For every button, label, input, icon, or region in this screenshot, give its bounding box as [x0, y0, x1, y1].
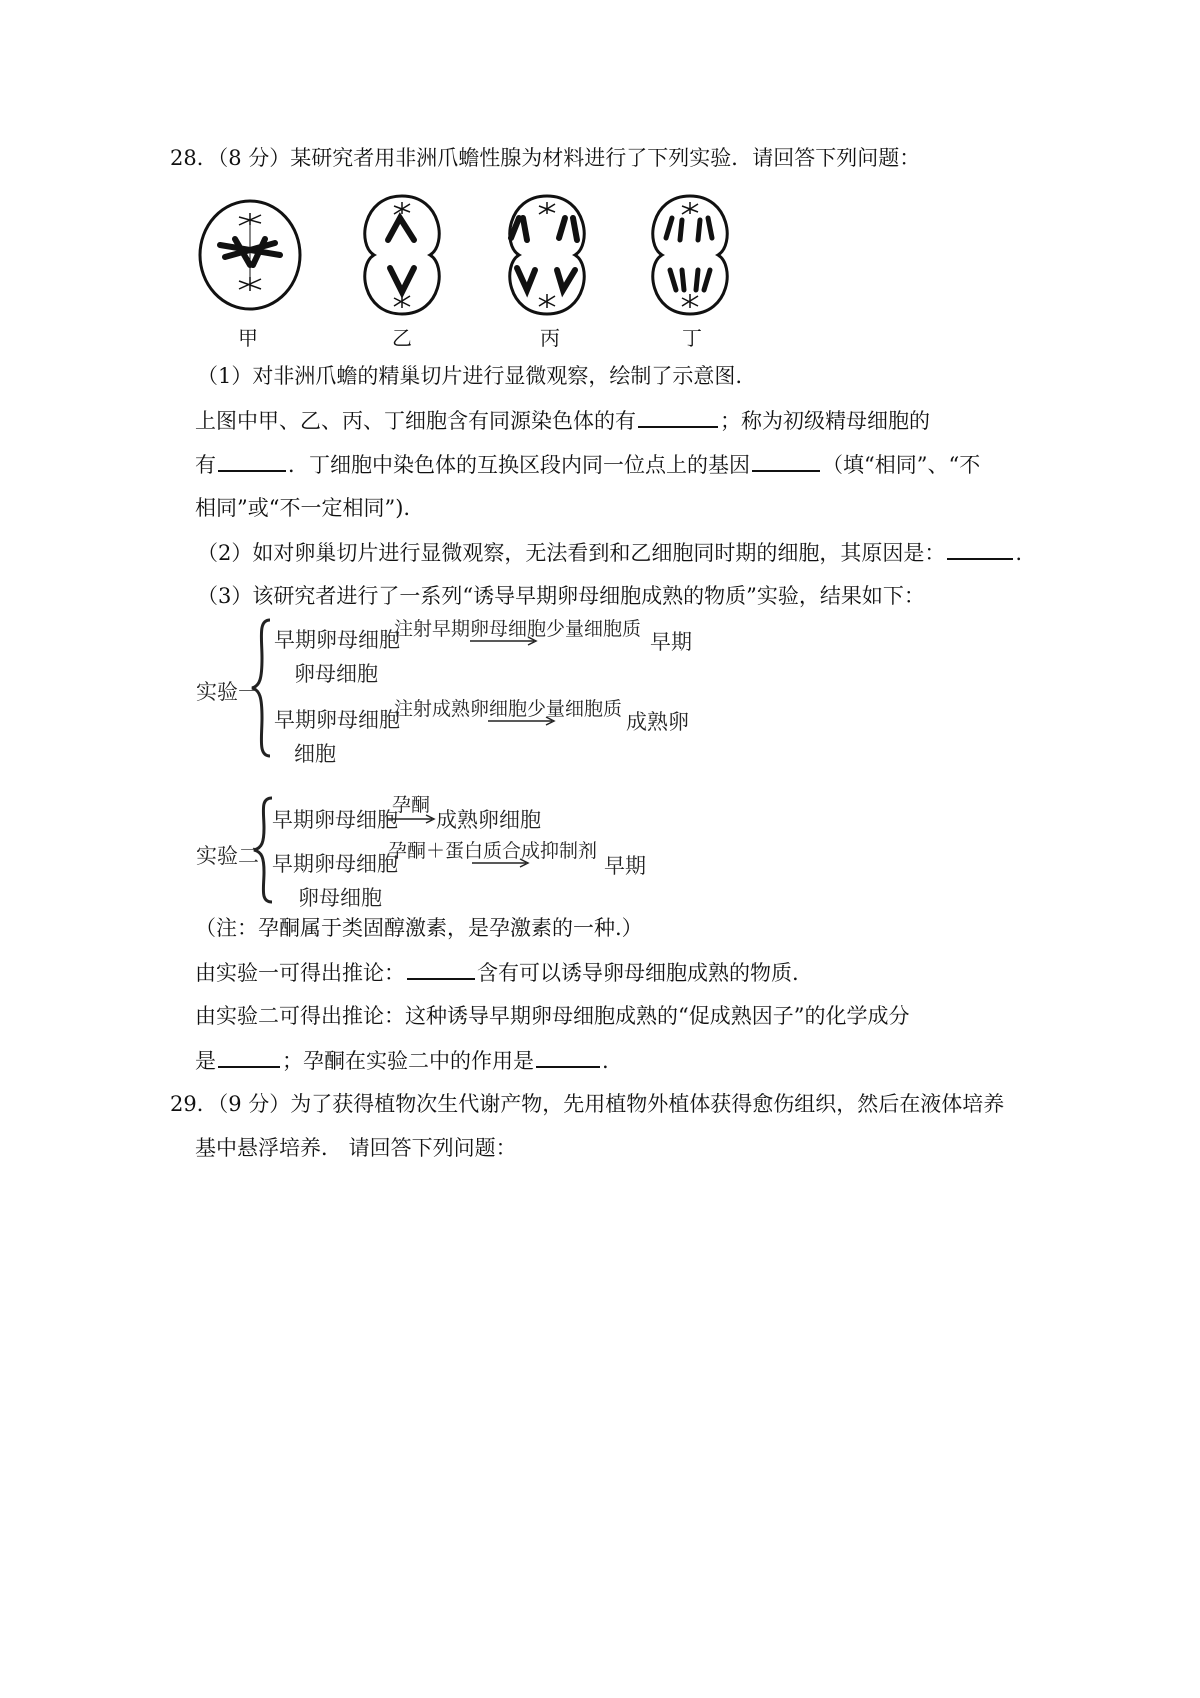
exp1-brace [250, 618, 274, 758]
text-segment: 上图中甲、乙、丙、丁细胞含有同源染色体的有 [195, 409, 636, 433]
exp2-row2-arrow [472, 858, 532, 868]
exp1-label: 实验一 [196, 680, 259, 704]
text-segment: 是 [195, 1049, 216, 1073]
q28-title: 28．（8 分）某研究者用非洲爪蟾性腺为材料进行了下列实验．请回答下列问题： [170, 146, 921, 170]
cell-label-bing: 丙 [540, 326, 560, 350]
exp2-row2-arrow-label: 孕酮＋蛋白质合成抑制剂 [388, 840, 598, 862]
text-segment: . [1015, 541, 1023, 565]
exp1-row1-start: 早期卵母细胞 [274, 628, 400, 652]
exp1-row2-continuation: 细胞 [294, 742, 336, 766]
cell-yi-diagram [352, 190, 452, 320]
q29-line-2: 基中悬浮培养． 请回答下列问题： [195, 1136, 517, 1160]
exp1-row2-arrow [488, 716, 558, 726]
exp2-row1-start: 早期卵母细胞 [272, 808, 398, 832]
cell-label-yi: 乙 [392, 326, 412, 350]
answer-blank-primary-spermatocyte[interactable] [218, 450, 286, 472]
exp2-row1-end: 成熟卵细胞 [436, 808, 541, 832]
exp1-row1-end: 早期 [650, 630, 692, 654]
answer-blank-exp1[interactable] [407, 958, 475, 980]
exp2-row2-end: 早期 [604, 854, 646, 878]
exp1-row1-arrow-label: 注射早期卵母细胞少量细胞质 [394, 618, 642, 640]
q28-part2 [197, 538, 1022, 567]
exp2-label: 实验二 [196, 844, 259, 868]
answer-blank-reason[interactable] [947, 538, 1013, 560]
text-segment: 含有可以诱导卵母细胞成熟的物质. [477, 961, 799, 985]
text-segment: ；孕酮在实验二中的作用是 [282, 1049, 534, 1073]
q28-part1-line2 [195, 406, 930, 435]
text-segment: . [602, 1049, 609, 1073]
text-segment: ．丁细胞中染色体的互换区段内同一位点上的基因 [288, 453, 750, 477]
exp2-row2-start: 早期卵母细胞 [272, 852, 398, 876]
exp2-row1-arrow-label: 孕酮 [392, 794, 431, 816]
text-segment: 由实验一可得出推论： [195, 961, 405, 985]
text-segment: （填“相同”、“不 [822, 453, 981, 477]
text-segment: 有 [195, 453, 216, 477]
q28-part1: （1）对非洲爪蟾的精巢切片进行显微观察，绘制了示意图. [197, 364, 743, 388]
cell-bing-diagram [497, 190, 597, 320]
exp2-row1-arrow [388, 814, 438, 824]
answer-blank-homologous[interactable] [638, 406, 718, 428]
answer-blank-chemical[interactable] [218, 1046, 280, 1068]
exp2-row2-continuation: 卵母细胞 [298, 886, 382, 910]
q28-part1-line4: 相同”或“不一定相同”). [195, 496, 411, 520]
cell-label-ding: 丁 [682, 326, 702, 350]
exp1-row2-end: 成熟卵 [626, 710, 689, 734]
q28-note: （注：孕酮属于类固醇激素，是孕激素的一种.） [195, 916, 643, 940]
answer-blank-gene[interactable] [752, 450, 820, 472]
exp1-row2-start: 早期卵母细胞 [274, 708, 400, 732]
cell-ding-diagram [640, 190, 740, 320]
cell-jia-diagram [195, 195, 305, 315]
text-segment: ；称为初级精母细胞的 [720, 409, 930, 433]
q29-line-1: 29．（9 分）为了获得植物次生代谢产物，先用植物外植体获得愈伤组织，然后在液体培养 [170, 1092, 1005, 1116]
exp1-row1-arrow [470, 636, 540, 646]
answer-blank-progesterone-role[interactable] [536, 1046, 600, 1068]
q28-part3: （3）该研究者进行了一系列“诱导早期卵母细胞成熟的物质”实验，结果如下： [197, 584, 925, 608]
q28-part1-line3 [195, 450, 980, 479]
q28-conclusion-1 [195, 958, 799, 987]
q28-conclusion-3 [195, 1046, 609, 1075]
q28-conclusion-2: 由实验二可得出推论：这种诱导早期卵母细胞成熟的“促成熟因子”的化学成分 [195, 1004, 910, 1028]
text-segment: （2）如对卵巢切片进行显微观察，无法看到和乙细胞同时期的细胞，其原因是： [197, 541, 946, 565]
cell-label-jia: 甲 [238, 326, 258, 350]
exp1-row1-continuation: 卵母细胞 [294, 662, 378, 686]
exp1-row2-arrow-label: 注射成熟卵细胞少量细胞质 [394, 698, 623, 720]
